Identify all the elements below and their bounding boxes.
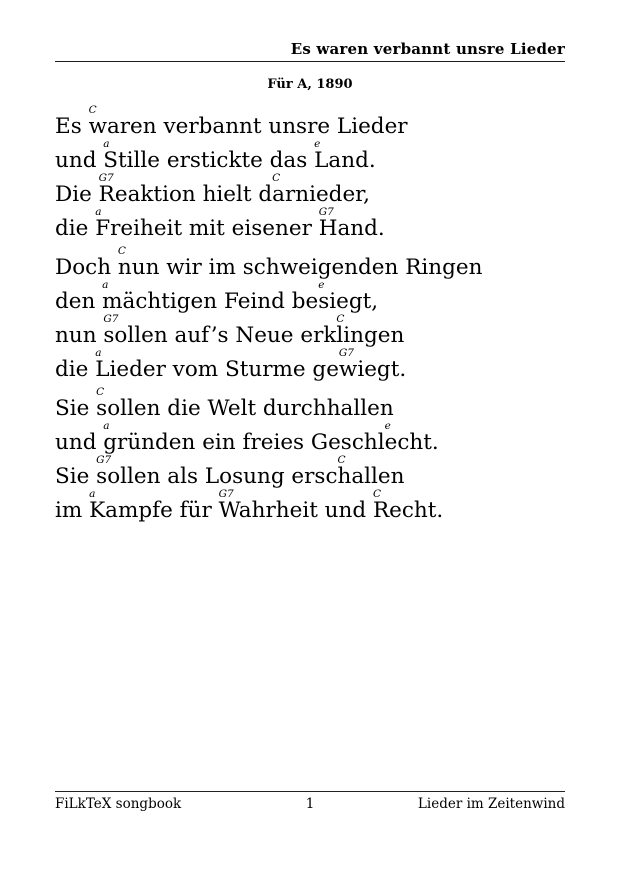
lyric-segment	[384, 420, 439, 455]
lyric-text: Land.	[314, 148, 376, 173]
lyric-segment	[55, 255, 118, 280]
lyric-text: gründen ein freies Geschl	[103, 430, 385, 455]
lyric-segment	[55, 148, 103, 173]
lyric-segment	[314, 138, 376, 173]
lyric-segment	[55, 357, 95, 382]
lyric-segment	[272, 172, 370, 207]
page-footer	[55, 791, 565, 812]
lyric-text: Hand.	[318, 216, 385, 241]
lyric-segment	[318, 206, 385, 241]
lyric-text: sollen als Losung ersc	[96, 464, 338, 489]
lyric-segment	[96, 386, 394, 421]
lyric-segment	[102, 279, 319, 314]
verse	[55, 386, 565, 528]
lyric-text: mächtigen Feind be	[102, 289, 319, 314]
lyric-text: und	[55, 430, 104, 455]
lyric-text: echt.	[384, 430, 439, 455]
lyric-line	[55, 454, 565, 494]
lyric-segment	[117, 245, 483, 280]
lyric-segment	[55, 182, 99, 207]
lyric-line	[55, 245, 565, 285]
lyric-line	[55, 386, 565, 426]
chord-label: G7	[103, 313, 119, 325]
lyric-line	[55, 488, 565, 528]
lyric-line	[55, 420, 565, 460]
lyric-text: arnieder,	[272, 182, 370, 207]
lyric-line	[55, 347, 565, 387]
lyric-line	[55, 104, 565, 144]
lyric-text: Sie	[55, 396, 97, 421]
chord-label: C	[272, 172, 281, 184]
lyric-segment	[55, 498, 89, 523]
chord-label: e	[314, 138, 321, 150]
lyric-segment	[95, 347, 339, 382]
lyric-segment	[95, 206, 319, 241]
lyric-text: Doch	[55, 255, 118, 280]
chord-label: a	[89, 488, 96, 500]
lyric-text: Lieder vom Sturme ge	[95, 357, 339, 382]
chord-label: a	[103, 420, 110, 432]
lyric-text: die	[55, 357, 96, 382]
footer-songbook-name: FiLkTeX songbook	[55, 796, 182, 812]
lyric-text: Wahrheit und	[218, 498, 373, 523]
lyric-segment	[372, 488, 444, 523]
lyric-text: Stille erstickte das	[103, 148, 315, 173]
chord-label: a	[95, 347, 102, 359]
lyric-segment	[55, 216, 95, 241]
lyric-segment	[336, 313, 405, 348]
lyric-text: Kampfe für	[89, 498, 219, 523]
lyric-segment	[318, 279, 379, 314]
lyric-line	[55, 206, 565, 246]
chord-label: C	[117, 245, 126, 257]
lyric-text: wiegt.	[338, 357, 407, 382]
lyric-line	[55, 279, 565, 319]
lyric-segment	[96, 454, 338, 489]
chord-label: G7	[98, 172, 114, 184]
lyric-segment	[88, 104, 408, 139]
lyric-text: Sie	[55, 464, 97, 489]
lyric-text: siegt,	[318, 289, 379, 314]
lyric-text: sollen die Welt durchhallen	[96, 396, 394, 421]
chord-label: e	[318, 279, 325, 291]
page-content	[55, 0, 565, 533]
lyric-text: Die	[55, 182, 99, 207]
lyric-text: und	[55, 148, 104, 173]
lyric-segment	[337, 454, 405, 489]
chord-label: C	[96, 386, 105, 398]
verse	[55, 104, 565, 246]
song-lyrics	[55, 104, 565, 528]
verse	[55, 245, 565, 387]
lyric-segment	[103, 138, 315, 173]
chord-label: G7	[96, 454, 112, 466]
lyric-segment	[103, 420, 385, 455]
chord-label: C	[372, 488, 382, 500]
lyric-line	[55, 313, 565, 353]
lyric-segment	[55, 289, 102, 314]
chord-label: a	[102, 279, 109, 291]
lyric-text: nun	[55, 323, 104, 348]
lyric-text: die	[55, 216, 96, 241]
chord-label: C	[88, 104, 97, 116]
lyric-text: Es	[55, 114, 89, 139]
lyric-text: nun wir im schweigenden Ringen	[117, 255, 483, 280]
footer-page-number: 1	[305, 796, 315, 812]
chord-label: G7	[318, 206, 334, 218]
chord-label: e	[384, 420, 391, 432]
lyric-line	[55, 138, 565, 178]
lyric-segment	[103, 313, 337, 348]
lyric-segment	[55, 430, 103, 455]
chord-label: G7	[218, 488, 234, 500]
song-subtitle: Für A, 1890	[267, 77, 353, 92]
lyric-text: Reaktion hielt d	[98, 182, 273, 207]
footer-collection-name: Lieder im Zeitenwind	[417, 796, 565, 812]
chord-label: a	[103, 138, 110, 150]
chord-label: G7	[338, 347, 354, 359]
lyric-segment	[98, 172, 273, 207]
song-title: Es waren verbannt unsre Lieder	[290, 40, 565, 58]
lyric-segment	[55, 396, 96, 421]
lyric-text: sollen auf’s Neue erk	[103, 323, 337, 348]
lyric-segment	[89, 488, 219, 523]
header-rule	[55, 61, 565, 62]
lyric-segment	[218, 488, 373, 523]
lyric-text: waren verbannt unsre Lieder	[88, 114, 408, 139]
lyric-text: Freiheit mit eisener	[95, 216, 319, 241]
lyric-line	[55, 172, 565, 212]
lyric-segment	[55, 114, 89, 139]
lyric-text: Recht.	[372, 498, 444, 523]
chord-label: a	[95, 206, 102, 218]
chord-label: C	[336, 313, 345, 325]
lyric-text: den	[55, 289, 103, 314]
lyric-segment	[55, 464, 96, 489]
lyric-text: hallen	[337, 464, 405, 489]
lyric-text: lingen	[336, 323, 405, 348]
chord-label: C	[337, 454, 346, 466]
lyric-text: im	[55, 498, 90, 523]
lyric-segment	[55, 323, 103, 348]
lyric-segment	[338, 347, 407, 382]
